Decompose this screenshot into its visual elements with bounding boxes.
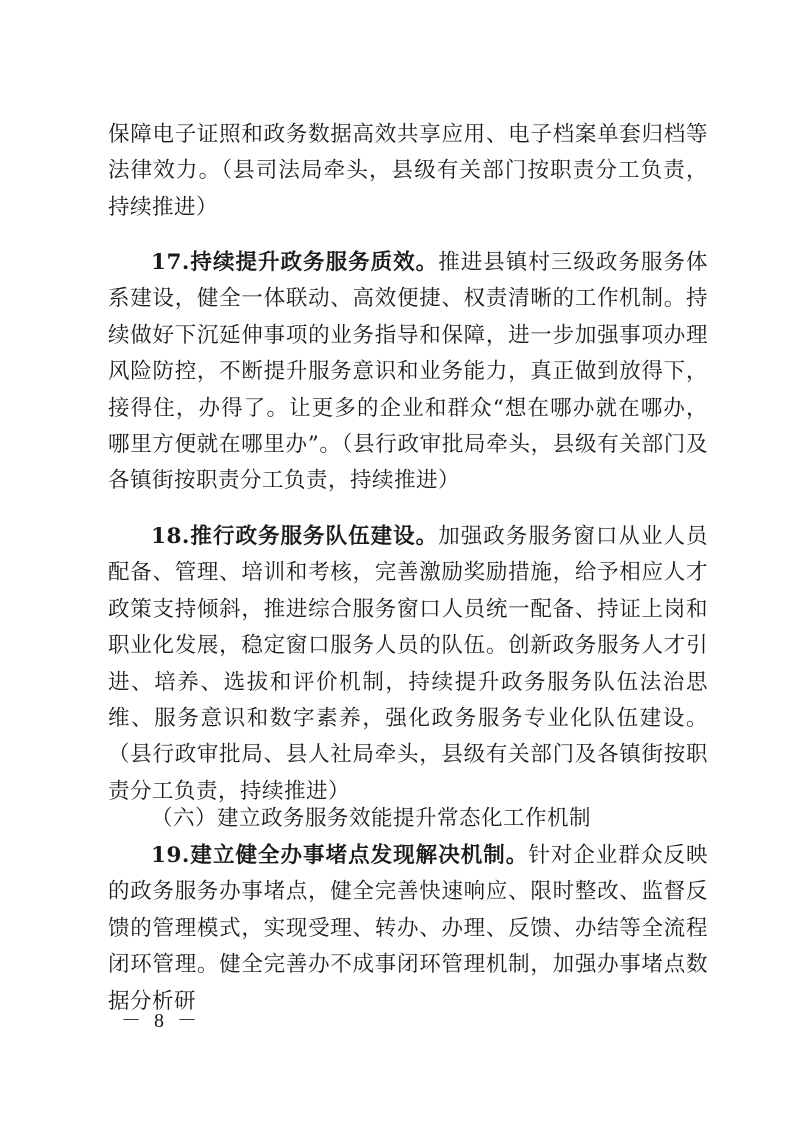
paragraph-item-17 — [108, 245, 708, 500]
paragraph-item-18 — [108, 519, 708, 810]
paragraph-item-19 — [108, 838, 708, 1020]
item-heading: 18.推行政务服务队伍建设。 — [151, 524, 439, 549]
section-heading — [151, 801, 711, 837]
section-title: （六）建立政务服务效能提升常态化工作机制 — [151, 806, 592, 831]
item-heading: 17.持续提升政务服务质效。 — [151, 250, 439, 275]
paragraph-text: 保障电子证照和政务数据高效共享应用、电子档案单套归档等法律效力。（县司法局牵头，县级有关部门按职责分工负责，持续推进） — [108, 122, 708, 220]
item-body: 针对企业群众反映的政务服务办事堵点，健全完善快速响应、限时整改、监督反馈的管理模式，实现受理、转办、办理、反馈、办结等全流程闭环管理。健全完善办不成事闭环管理机制，加强办事堵点数据分析研 — [108, 843, 708, 1014]
paragraph-continuation — [108, 117, 708, 226]
item-heading: 19.建立健全办事堵点发现解决机制。 — [151, 843, 529, 868]
item-body: 加强政务服务窗口从业人员配备、管理、培训和考核，完善激励奖励措施，给予相应人才政策支持倾斜，推进综合服务窗口人员统一配备、持证上岗和职业化发展，稳定窗口服务人员的队伍。创新政务服务人才引进、培养、选拔和评价机制，持续提升政务服务队伍法治思维、服务意识和数字素养，强化政务服务专业化队伍建设。（县行政审批局、县人社局牵头，县级有关部门及各镇街按职责分工负责，持续推进） — [108, 524, 708, 804]
item-body: 推进县镇村三级政务服务体系建设，健全一体联动、高效便捷、权责清晰的工作机制。持续做好下沉延伸事项的业务指导和保障，进一步加强事项办理风险防控，不断提升服务意识和业务能力，真正做到放得下，接得住，办得了。让更多的企业和群众“想在哪办就在哪办，哪里方便就在哪里办”。（县行政审批局牵头，县级有关部门及各镇街按职责分工负责，持续推进） — [108, 250, 708, 494]
page-number: － 8 － — [121, 1010, 201, 1032]
